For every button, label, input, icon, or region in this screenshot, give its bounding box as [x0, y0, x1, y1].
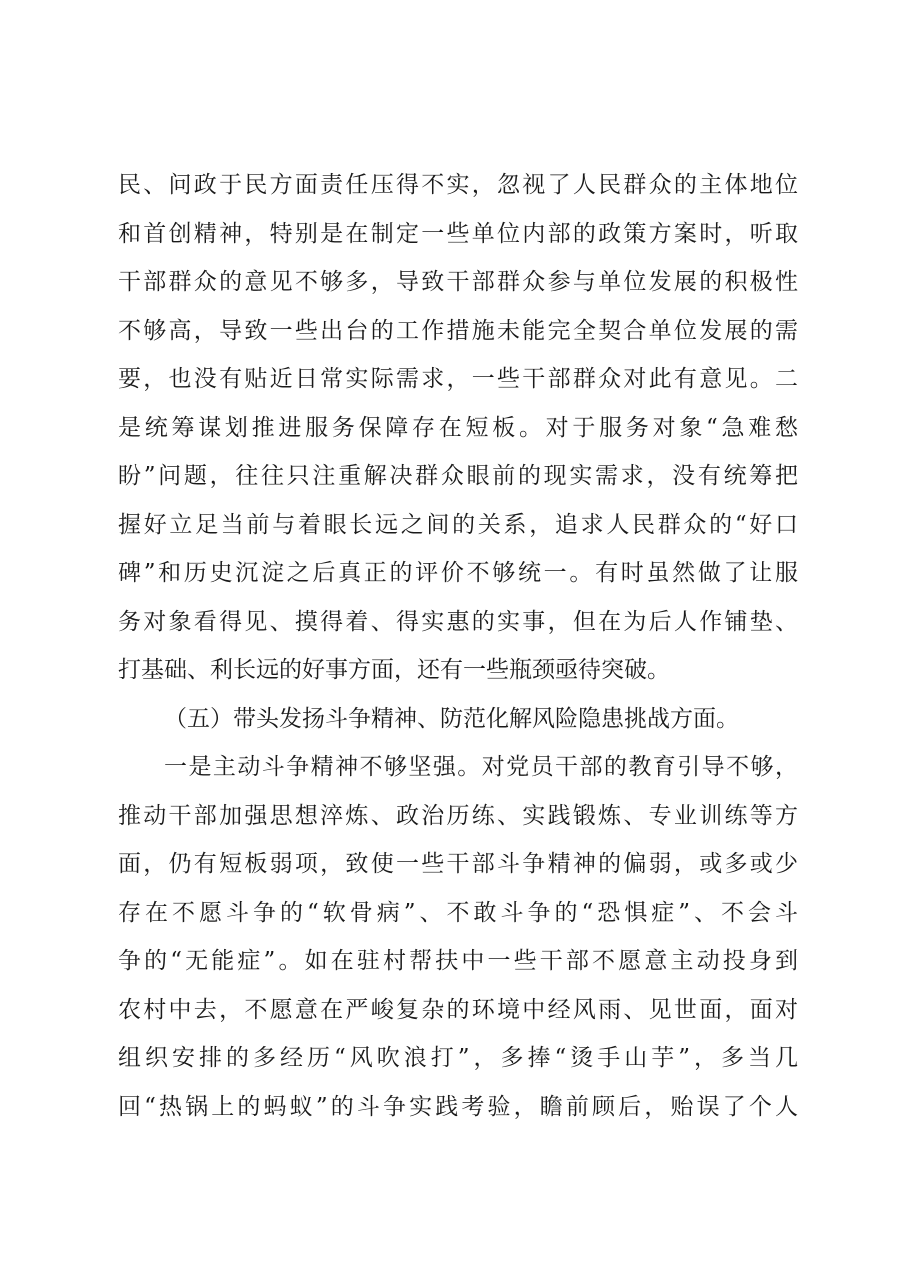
text-line: 是统筹谋划推进服务保障存在短板。对于服务对象“急难愁: [118, 414, 798, 441]
text-line: 不够高，导致一些出台的工作措施未能完全契合单位发展的需: [118, 317, 798, 344]
text-line: 碑”和历史沉淀之后真正的评价不够统一。有时虽然做了让服: [118, 560, 798, 586]
text-line: 一是主动斗争精神不够坚强。对党员干部的教育引导不够，: [164, 754, 798, 780]
section-heading: （五）带头发扬斗争精神、防范化解风险隐患挑战方面。: [164, 705, 739, 732]
text-line: 握好立足当前与着眼长远之间的关系，追求人民群众的“好口: [118, 511, 798, 538]
text-line: 务对象看得见、摸得着、得实惠的实事，但在为后人作铺垫、: [118, 608, 798, 635]
text-line: 民、问政于民方面责任压得不实，忽视了人民群众的主体地位: [118, 172, 798, 198]
text-line: 存在不愿斗争的“软骨病”、不敢斗争的“恐惧症”、不会斗: [118, 899, 798, 926]
text-line: 要，也没有贴近日常实际需求，一些干部群众对此有意见。二: [118, 366, 798, 392]
text-line: 回“热锅上的蚂蚁”的斗争实践考验，瞻前顾后，贻误了个人: [118, 1093, 798, 1120]
text-line: 干部群众的意见不够多，导致干部群众参与单位发展的积极性: [118, 269, 798, 295]
text-line: 争的“无能症”。如在驻村帮扶中一些干部不愿意主动投身到: [118, 948, 798, 974]
text-line: 打基础、利长远的好事方面，还有一些瓶颈亟待突破。: [118, 657, 670, 683]
text-line: 农村中去，不愿意在严峻复杂的环境中经风雨、见世面，面对: [118, 996, 798, 1023]
text-line: 盼”问题，往往只注重解决群众眼前的现实需求，没有统筹把: [118, 463, 798, 489]
text-line: 推动干部加强思想淬炼、政治历练、实践锻炼、专业训练等方: [118, 802, 798, 829]
text-line: 面，仍有短板弱项，致使一些干部斗争精神的偏弱，或多或少: [118, 851, 798, 877]
text-line: 组织安排的多经历“风吹浪打”，多捧“烫手山芋”，多当几: [118, 1045, 798, 1071]
text-line: 和首创精神，特别是在制定一些单位内部的政策方案时，听取: [118, 220, 798, 247]
body-text: [118, 161, 798, 1131]
